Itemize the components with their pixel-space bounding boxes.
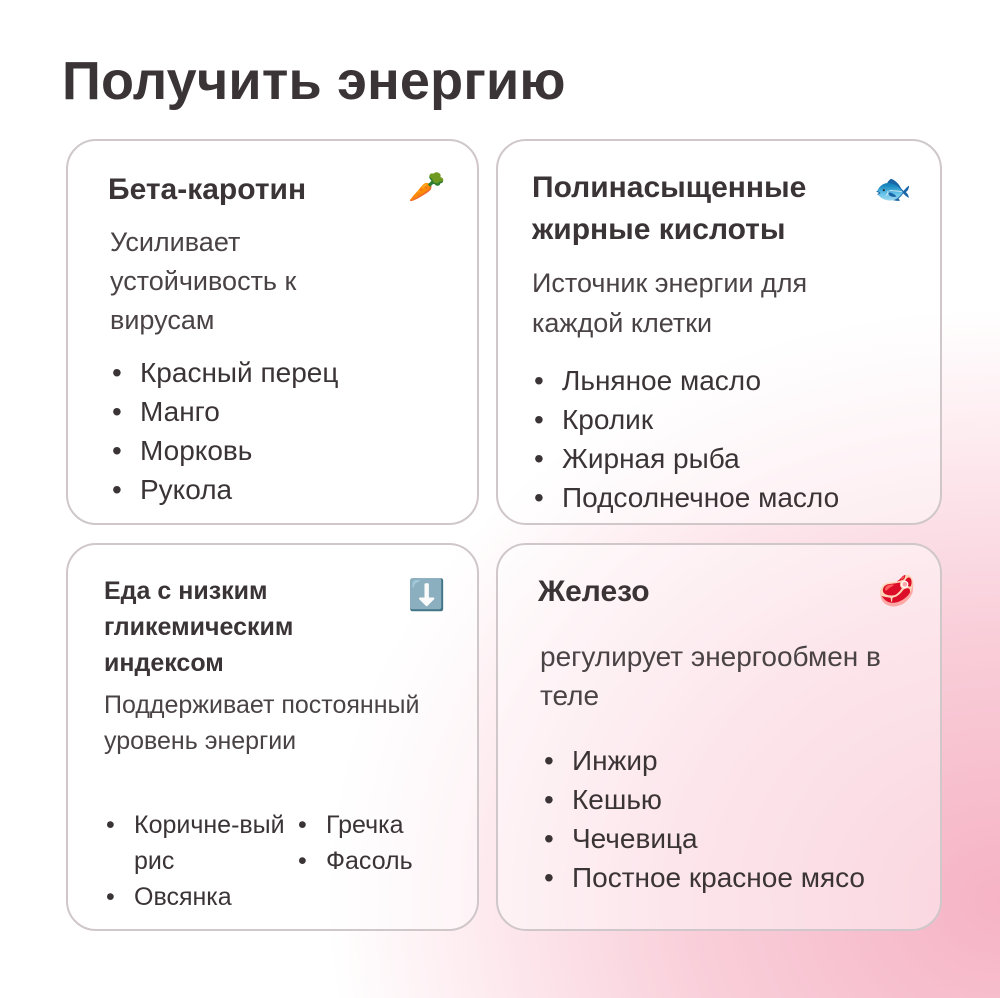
- carrot-icon: 🥕: [408, 171, 446, 204]
- list-item: • Кролик: [530, 400, 839, 439]
- down-arrow-icon: ⬇️: [408, 579, 446, 612]
- card-beta-carotene: [66, 139, 479, 525]
- food-list: [102, 807, 292, 915]
- list-item: • Чечевица: [540, 819, 865, 858]
- list-item: • Жирная рыба: [530, 439, 839, 478]
- card-low-glycemic-food: [66, 543, 479, 931]
- list-item: • Морковь: [108, 431, 338, 470]
- food-list: [108, 353, 338, 509]
- card-title: Полинасыщенные жирные кислоты: [532, 171, 807, 246]
- list-item: • Коричне-вый рис: [102, 807, 292, 879]
- list-item: • Овсянка: [102, 879, 292, 915]
- card-description: Источник энергии для каждой клетки: [532, 268, 808, 338]
- food-list: [540, 741, 865, 897]
- list-item: • Льняное масло: [530, 361, 839, 400]
- list-item: • Манго: [108, 392, 338, 431]
- card-title: Железо: [538, 575, 650, 608]
- list-item: • Инжир: [540, 741, 865, 780]
- list-item: • Рукола: [108, 470, 338, 509]
- card-description: Усиливает устойчивость к вирусам: [110, 227, 297, 335]
- food-list: [530, 361, 839, 517]
- card-title: Бета-каротин: [108, 173, 307, 206]
- card-description: Поддерживает постоянный уровень энергии: [104, 691, 420, 755]
- card-description: регулирует энергообмен в теле: [540, 641, 881, 711]
- card-iron: [496, 543, 942, 931]
- food-list: [294, 807, 464, 879]
- list-item: • Гречка: [294, 807, 464, 843]
- list-item: • Фасоль: [294, 843, 464, 879]
- card-title: Еда с низким гликемическим индексом: [104, 577, 294, 677]
- list-item: • Кешью: [540, 780, 865, 819]
- list-item: • Постное красное мясо: [540, 858, 865, 897]
- list-item: • Красный перец: [108, 353, 338, 392]
- page-title: Получить энергию: [62, 51, 566, 111]
- fish-icon: 🐟: [874, 173, 912, 206]
- meat-icon: 🥩: [878, 575, 916, 608]
- card-polyunsaturated-fats: [496, 139, 942, 525]
- list-item: • Подсолнечное масло: [530, 478, 839, 517]
